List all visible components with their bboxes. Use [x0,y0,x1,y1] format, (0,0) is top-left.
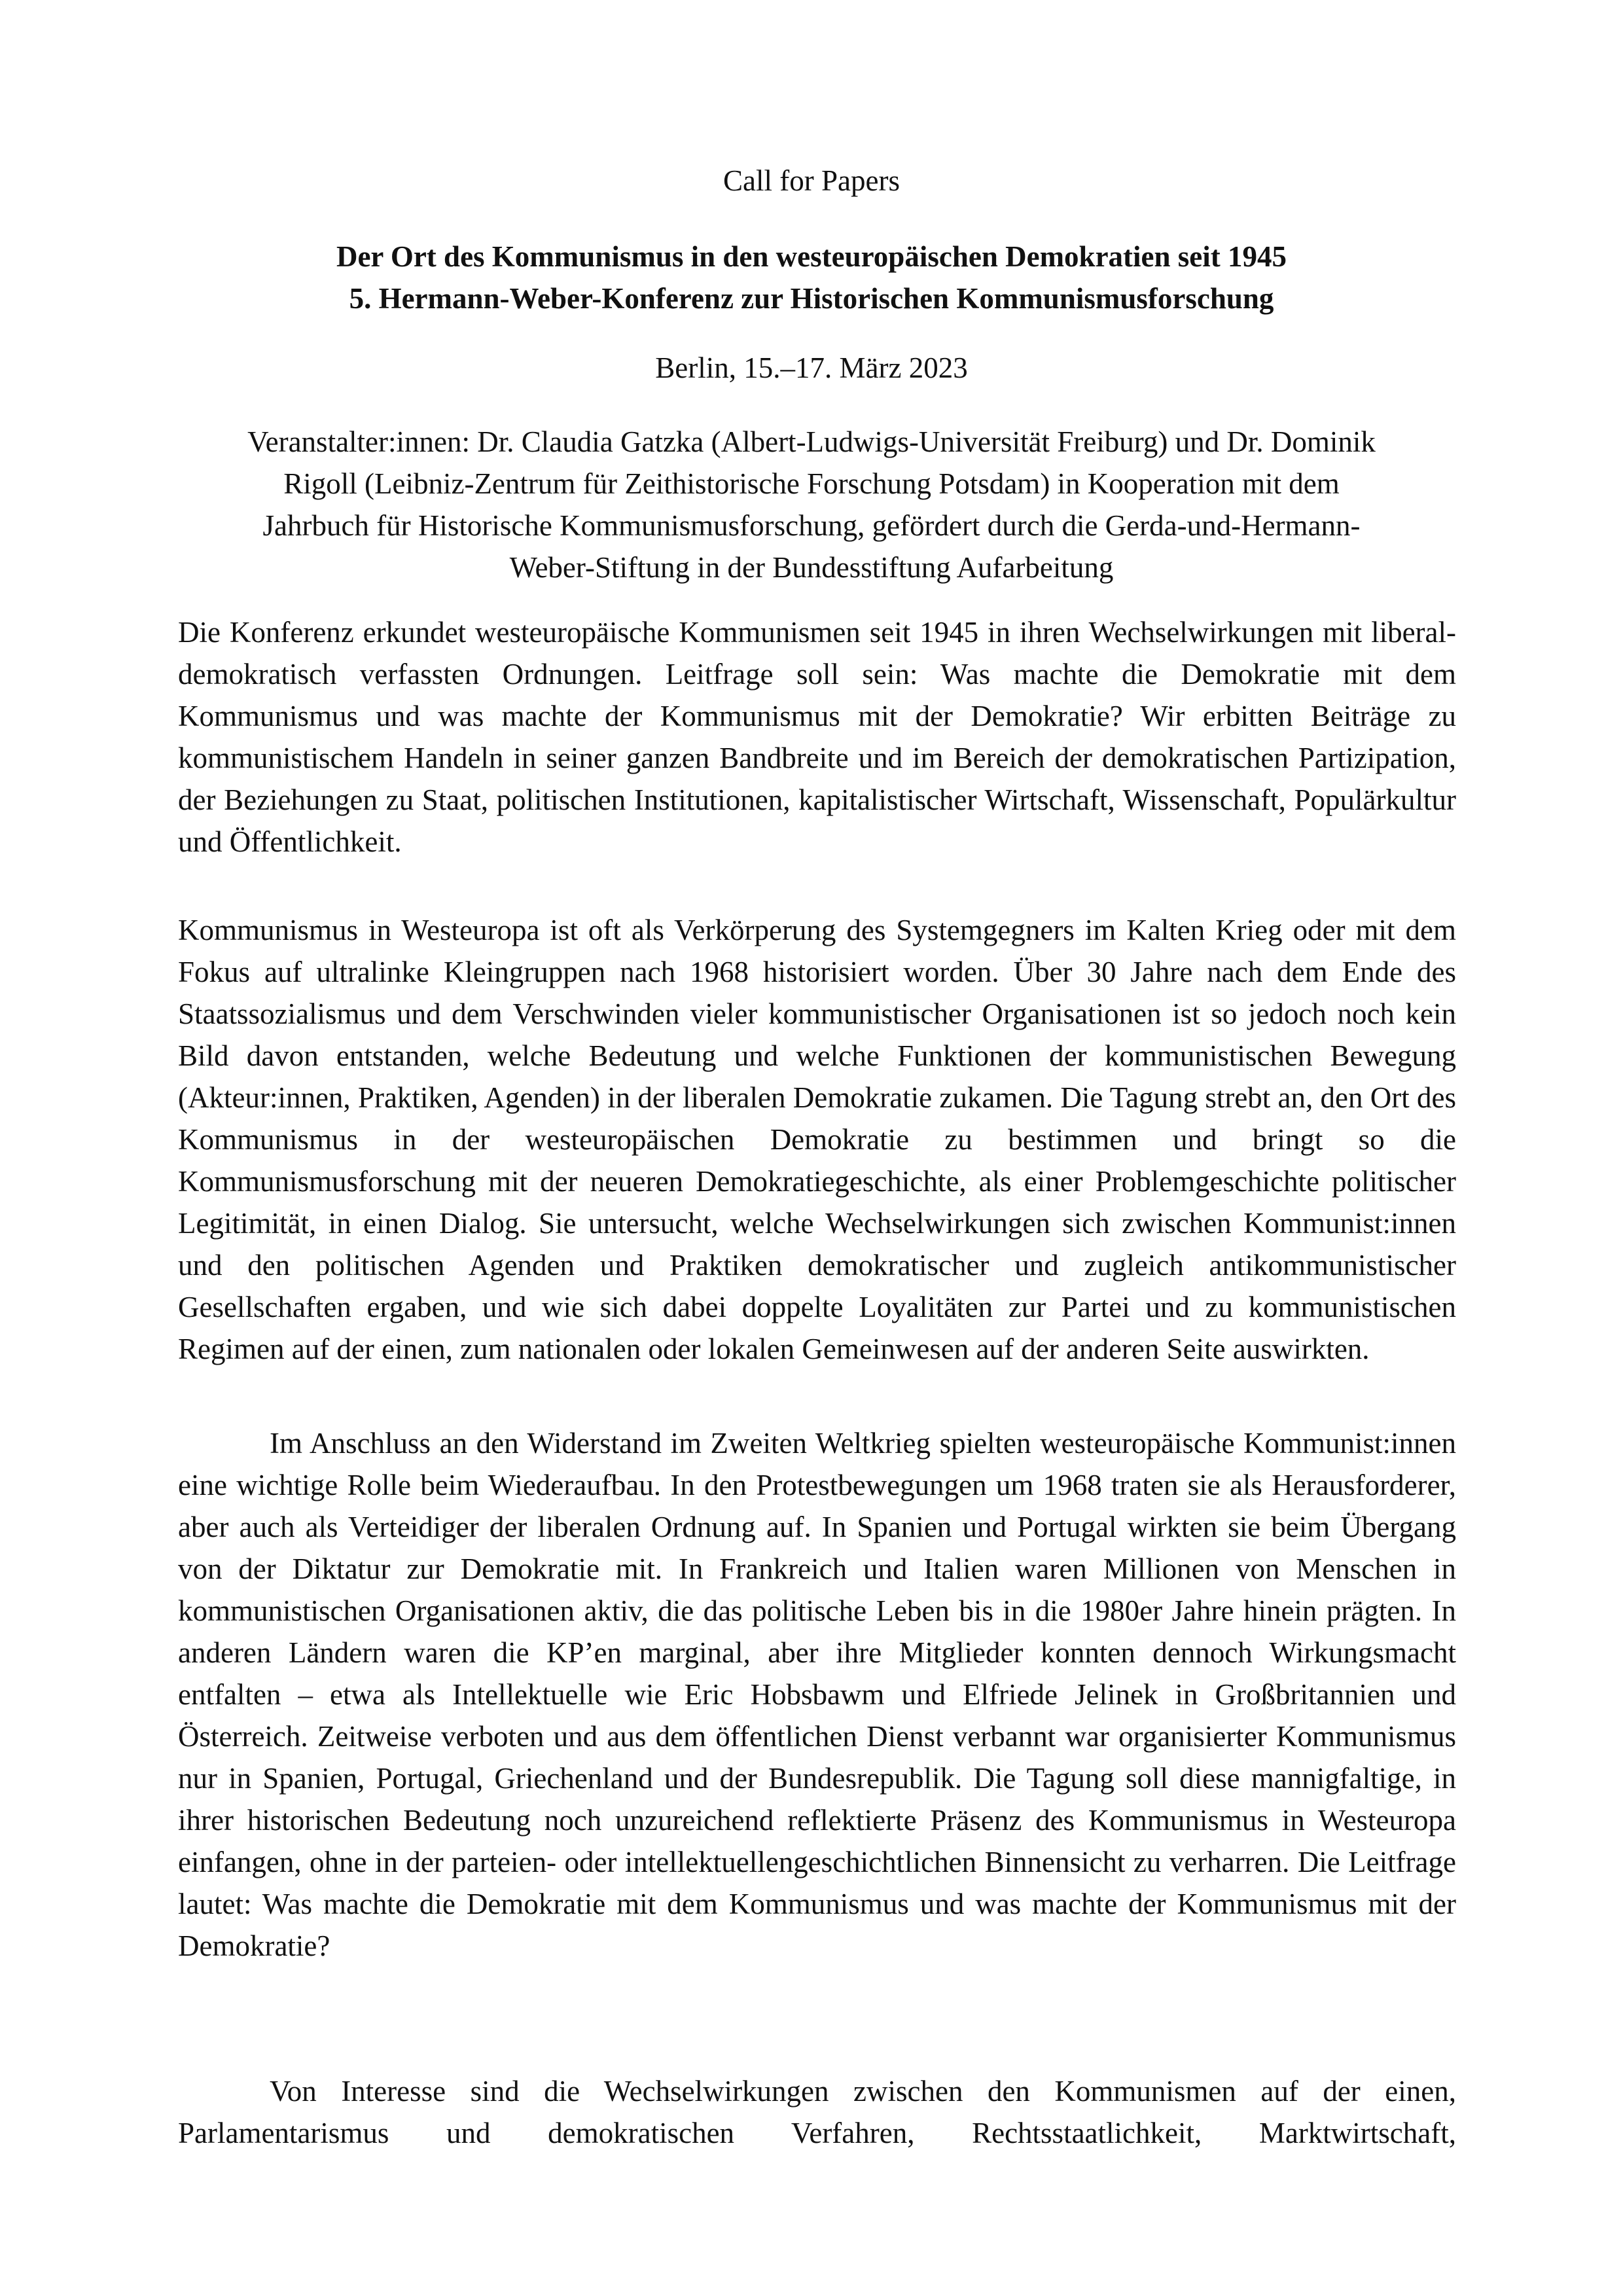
paragraph-interests: Von Interesse sind die Wechselwirkungen zwischen den Kommunismen auf der einen, Parlamentarismus und demokratischen Verfahren, Rechtsstaatlichkeit, Marktwirtschaft, [178,2075,1456,2149]
organizers-line: Rigoll (Leibniz-Zentrum für Zeithistorische Forschung Potsdam) in Kooperation mit dem [283,467,1340,500]
document-kicker: Call for Papers [723,164,900,197]
paragraph-research-gap: Kommunismus in Westeuropa ist oft als Verkörperung des Systemgegners im Kalten Krieg oder mit dem Fokus auf ultralinke Kleingruppen nach 1968 historisiert worden. Über 30 Jahre nach dem Ende des Staatssozialismus und dem Verschwinden vieler kommunistischer Organisationen ist so jedoch noch kein Bild davon entstanden, welche Bedeutung und welche Funktionen der kommunistischen Bewegung (Akteur:innen, Praktiken, Agenden) in der liberalen Demokratie zukamen. Die Tagung strebt an, den Ort des Kommunismus in der westeuropäischen Demokratie zu bestimmen und bringt so die Kommunismusforschung mit der neueren Demokratiegeschichte, als einer Problemgeschichte politischer Legitimität, in einen Dialog. Sie untersucht, welche Wechselwirkungen sich zwischen Kommunist:innen und den politischen Agenden und Praktiken demokratischer und zugleich antikommunistischer Gesellschaften ergaben, und wie sich dabei doppelte Loyalitäten zur Partei und zu kommunistischen Regimen auf der einen, zum nationalen oder lokalen Gemeinwesen auf der anderen Seite auswirkten. [178,914,1456,1365]
paragraph-historical-context: Im Anschluss an den Widerstand im Zweiten Weltkrieg spielten westeuropäische Kommunist:innen eine wichtige Rolle beim Wiederaufbau. In den Protestbewegungen um 1968 traten sie als Herausforderer, aber auch als Verteidiger der liberalen Ordnung auf. In Spanien und Portugal wirkten sie beim Übergang von der Diktatur zur Demokratie mit. In Frankreich und Italien waren Millionen von Menschen in kommunistischen Organisationen aktiv, die das politische Leben bis in die 1980er Jahre hinein prägten. In anderen Ländern waren die KP’en marginal, aber ihre Mitglieder konnten dennoch Wirkungsmacht entfalten – etwa als Intellektuelle wie Eric Hobsbawm und Elfriede Jelinek in Großbritannien und Österreich. Zeitweise verboten und aus dem öffentlichen Dienst verbannt war organisierter Kommunismus nur in Spanien, Portugal, Griechenland und der Bundesrepublik. Die Tagung soll diese mannigfaltige, in ihrer historischen Bedeutung noch unzureichend reflektierte Präsenz des Kommunismus in Westeuropa einfangen, ohne in der parteien- oder intellektuellengeschichtlichen Binnensicht zu verharren. Die Leitfrage lautet: Was machte die Demokratie mit dem Kommunismus und was machte der Kommunismus mit der Demokratie? [178,1427,1456,1962]
title-line-2: 5. Hermann-Weber-Konferenz zur Historischen Kommunismusforschung [349,282,1274,315]
document-title [0,236,1623,319]
body-section-1 [178,611,1456,863]
title-line-1: Der Ort des Kommunismus in den westeuropäischen Demokratien seit 1945 [336,240,1287,273]
organizers-line: Veranstalter:innen: Dr. Claudia Gatzka (Albert-Ludwigs-Universität Freiburg) und Dr. Dominik [247,425,1376,458]
body-section-3 [178,1422,1456,1967]
organizers-line: Weber-Stiftung in der Bundesstiftung Aufarbeitung [509,551,1114,584]
organizers-line: Jahrbuch für Historische Kommunismusforschung, gefördert durch die Gerda-und-Hermann- [262,509,1361,542]
body-section-2 [178,909,1456,1370]
paragraph-intro: Die Konferenz erkundet westeuropäische Kommunismen seit 1945 in ihren Wechselwirkungen mit liberal-demokratisch verfassten Ordnungen. Leitfrage soll sein: Was machte die Demokratie mit dem Kommunismus und was machte der Kommunismus mit der Demokratie? Wir erbitten Beiträge zu kommunistischem Handeln in seiner ganzen Bandbreite und im Bereich der demokratischen Partizipation, der Beziehungen zu Staat, politischen Institutionen, kapitalistischer Wirtschaft, Wissenschaft, Populärkultur und Öffentlichkeit. [178,616,1456,858]
organizers-block [170,421,1453,588]
body-section-4 [178,2070,1456,2154]
event-dateline: Berlin, 15.–17. März 2023 [655,351,968,384]
